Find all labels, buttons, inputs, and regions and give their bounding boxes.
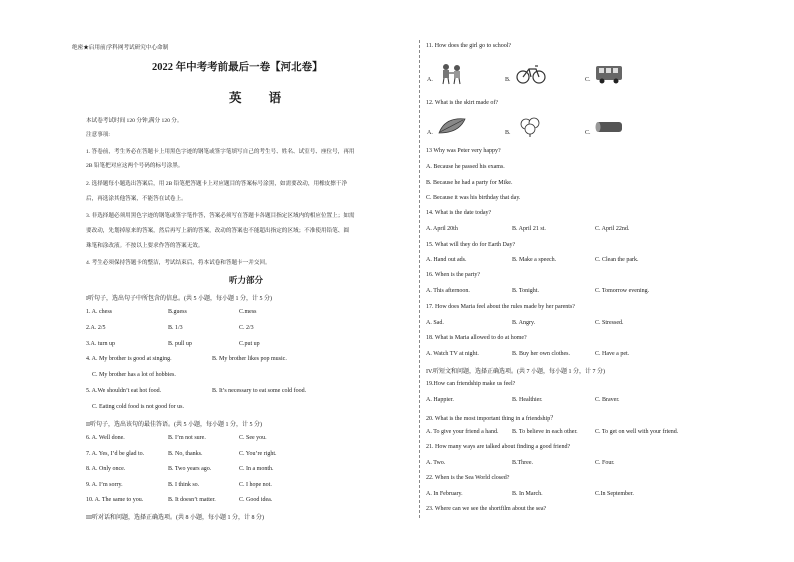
cotton-icon bbox=[516, 115, 546, 135]
exam-intro: 本试卷考试时间 120 分钟,满分 120 分。 bbox=[86, 118, 183, 124]
option: A. In February. bbox=[426, 491, 463, 497]
option: 5. A.We shouldn’t eat hot food. bbox=[86, 388, 162, 394]
option: C.put up bbox=[239, 341, 260, 347]
option: C. Braver. bbox=[595, 397, 620, 403]
secret-label: 绝密★启用前|学科网考试研究中心命制 bbox=[72, 45, 169, 51]
question: 12. What is the skirt made of? bbox=[426, 100, 499, 106]
option-label: A. bbox=[427, 77, 433, 83]
option: B. Buy her own clothes. bbox=[512, 351, 570, 357]
option-label: A. bbox=[427, 130, 433, 136]
kids-icon bbox=[437, 63, 467, 83]
option: B.guess bbox=[168, 309, 187, 315]
option: A. This afternoon. bbox=[426, 288, 470, 294]
option: C. See you. bbox=[239, 435, 267, 441]
option-label: C. bbox=[585, 77, 591, 83]
part1-instruction: I听句子，选出句子中所包含的信息。(共 5 小题，每小题 1 分，计 5 分) bbox=[86, 296, 272, 302]
wood-icon bbox=[594, 118, 624, 138]
option: C. April 22nd. bbox=[595, 226, 630, 232]
note-line: 4. 考生必须保持答题卡的整洁，考试结束后，将本试卷和答题卡一并交回。 bbox=[86, 260, 271, 266]
question: 23. Where can we see the shortfilm about the sea? bbox=[426, 506, 547, 512]
option: A. Sad. bbox=[426, 320, 444, 326]
option: B. Make a speech. bbox=[512, 257, 557, 263]
option: 6. A. Well done. bbox=[86, 435, 125, 441]
option: B. Tonight. bbox=[512, 288, 539, 294]
option: 2.A. 2/5 bbox=[86, 325, 106, 331]
option: B. To believe in each other. bbox=[512, 429, 578, 435]
note-line: 珠笔和涂改液。不按以上要求作答的答案无效。 bbox=[86, 243, 204, 249]
option: C.In September. bbox=[595, 491, 634, 497]
option: B. Angry. bbox=[512, 320, 536, 326]
option: B. 1/3 bbox=[168, 325, 183, 331]
column-divider bbox=[419, 40, 420, 518]
option: A. To give your friend a hand. bbox=[426, 429, 499, 435]
option: B. pull up bbox=[168, 341, 192, 347]
option: C.mess bbox=[239, 309, 257, 315]
option: B. In March. bbox=[512, 491, 543, 497]
option: C. Eating cold food is not good for us. bbox=[92, 404, 184, 410]
question: 20. What is the most important thing in a friendship？ bbox=[426, 416, 557, 422]
option: 9. A. I’m sorry. bbox=[86, 482, 123, 488]
option: 3.A. turn up bbox=[86, 341, 115, 347]
bus-icon bbox=[594, 63, 624, 83]
option: C. I hope not. bbox=[239, 482, 272, 488]
question: 15. What will they do for Earth Day? bbox=[426, 242, 516, 248]
option: B. I’m not sure. bbox=[168, 435, 206, 441]
option: C. Because it was his birthday that day. bbox=[426, 195, 521, 201]
option: B. It doesn’t matter. bbox=[168, 497, 216, 503]
option: A. Hand out ads. bbox=[426, 257, 467, 263]
option-label: C. bbox=[585, 130, 591, 136]
option: B. April 21 st. bbox=[512, 226, 546, 232]
leaf-icon bbox=[437, 115, 467, 135]
option: C. Have a pet. bbox=[595, 351, 630, 357]
option: A. Happier. bbox=[426, 397, 454, 403]
option: A. April 20th bbox=[426, 226, 458, 232]
option: B. It’s necessary to eat some cold food. bbox=[212, 388, 307, 394]
option: C. Four. bbox=[595, 460, 615, 466]
option-label: B. bbox=[505, 130, 511, 136]
option: C. Stressed. bbox=[595, 320, 624, 326]
question: 16. When is the party? bbox=[426, 272, 481, 278]
option: B.Three. bbox=[512, 460, 533, 466]
option: A. Because he passed his exams. bbox=[426, 164, 505, 170]
question: 19.How can friendship make us feel? bbox=[426, 381, 516, 387]
option: C. You’re right. bbox=[239, 451, 277, 457]
bicycle-icon bbox=[516, 63, 546, 83]
option: A. Watch TV at night. bbox=[426, 351, 479, 357]
note-line: 1. 答卷前，考生务必在答题卡上用黑色字迹的钢笔或签字笔填写自己的考生号、姓名、试室号、座位号，再用 bbox=[86, 149, 355, 155]
note-line: 2B 铅笔把对应这两个号码的标号涂黑。 bbox=[86, 163, 184, 169]
part4-instruction: IV.听短文和问题，选择正确选项。(共 7 小题，每小题 1 分，计 7 分) bbox=[426, 369, 606, 375]
option-label: B. bbox=[505, 77, 511, 83]
part2-instruction: II听句子，选出该句的最佳答语。(共 5 小题，每小题 1 分，计 5 分) bbox=[86, 422, 262, 428]
option: C. Tomorrow evening. bbox=[595, 288, 650, 294]
option: B. Because he had a party for Mike. bbox=[426, 180, 513, 186]
section-title: 听力部分 bbox=[229, 275, 264, 285]
option: B. I think so. bbox=[168, 482, 200, 488]
question: 11. How does the girl go to school? bbox=[426, 43, 512, 49]
question: 18. What is Maria allowed to do at home? bbox=[426, 335, 527, 341]
option: A. Two. bbox=[426, 460, 446, 466]
option: C. 2/3 bbox=[239, 325, 254, 331]
option: B. My brother likes pop music. bbox=[212, 356, 287, 362]
question: 21. How many ways are talked about finding a good friend? bbox=[426, 444, 571, 450]
option: B. Healthier. bbox=[512, 397, 543, 403]
note-line: 3. 非选择题必须用黑色字迹的钢笔或签字笔作答，答案必须写在答题卡各题目指定区域内的相应位置上；如需 bbox=[86, 213, 355, 219]
option: B. No, thanks. bbox=[168, 451, 203, 457]
option: C. Clean the park. bbox=[595, 257, 639, 263]
option: C. Good idea. bbox=[239, 497, 273, 503]
exam-title: 2022 年中考考前最后一卷【河北卷】 bbox=[152, 62, 323, 73]
option: C. In a month. bbox=[239, 466, 274, 472]
note-line: 2. 选择题每小题选出答案后，用 2B 铅笔把答题卡上对应题目的答案标号涂黑，如需要改动，用橡皮擦干净 bbox=[86, 181, 348, 187]
question: 22. When is the Sea World closed? bbox=[426, 475, 510, 481]
note-line: 后，再选涂其他答案，不能答在试卷上。 bbox=[86, 196, 187, 202]
option: 1. A. chess bbox=[86, 309, 112, 315]
question: 13 Why was Peter very happy? bbox=[426, 148, 501, 154]
option: 4. A. My brother is good at singing. bbox=[86, 356, 172, 362]
option: 10. A. The same to you. bbox=[86, 497, 144, 503]
note-line: 要改动，先划掉原来的答案，然后再写上新的答案，改动的答案也不能超出指定的区域；不准使用铅笔、圆 bbox=[86, 228, 349, 234]
question: 14. What is the date today? bbox=[426, 210, 492, 216]
question: 17. How does Maria feel about the rules made by her parents? bbox=[426, 304, 575, 310]
part3-instruction: III听对话和问题，选择正确选项。(共 8 小题，每小题 1 分，计 8 分) bbox=[86, 515, 264, 521]
option: C. My brother has a lot of hobbies. bbox=[92, 372, 176, 378]
option: 8. A. Only once. bbox=[86, 466, 126, 472]
option: 7. A. Yes, I’d be glad to. bbox=[86, 451, 145, 457]
option: C. To get on well with your friend. bbox=[595, 429, 679, 435]
subject-title: 英 语 bbox=[229, 91, 294, 105]
notes-heading: 注意事项: bbox=[86, 132, 110, 138]
option: B. Two years ago. bbox=[168, 466, 212, 472]
